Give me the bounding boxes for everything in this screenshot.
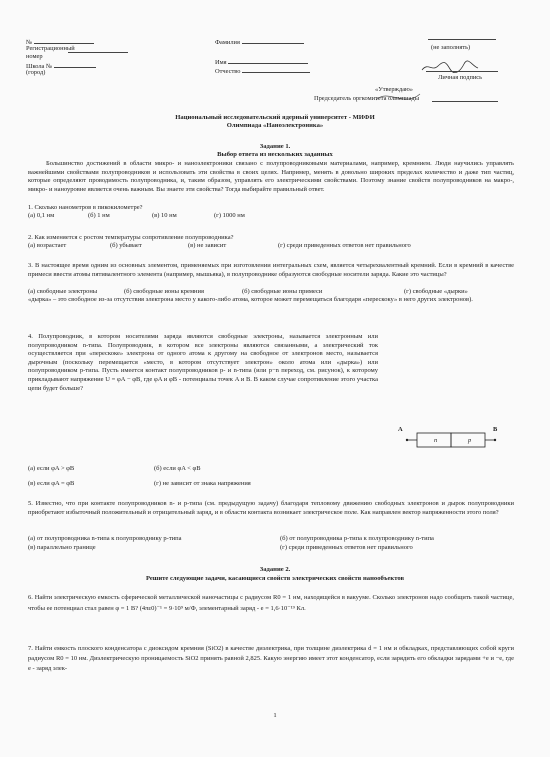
q2-option-c: (в) не зависит [188,242,227,249]
page-number: 1 [273,712,277,719]
approved-label: «Утверждаю» [375,86,413,93]
chairman-line [432,101,498,102]
q4-option-a: (а) если φA > φB [28,465,75,472]
task1-title: Задание 1. [259,143,291,150]
chairman-label [314,95,419,103]
signature-line [426,71,498,72]
q1-text: 1. Сколько нанометров в пикокилометре? [28,204,143,211]
school-line [54,61,96,68]
reg-label-2: номер [26,53,43,60]
q4-option-d: (г) не зависит от знака напряжения [154,480,251,487]
pn-junction-diagram [393,429,503,451]
reg-number-line [68,52,128,53]
diagram-cell-p: p [468,437,472,444]
q6-text: 6. Найти электрическую емкость сферической металлической наночастицы с радиусом R0 = 1 нм, находящейся в вакууме. Сколько электронов надо сообщить такой частице, чтобы ее потенциал стал равен φ = 1 В? (4πε0)⁻¹ = 9·10⁹ м/Ф, элементарный заряд - e = 1,6·10⁻¹⁹ Кл. [28,594,514,612]
q3-option-d: (г) свободные «дырки» [404,288,468,295]
q2-text: 2. Как изменяется с ростом температуры сопротивление полупроводника? [28,234,234,241]
number-line [34,37,94,44]
q5-text: 5. Известно, что при контакте полупроводников n- и p-типа (см. предыдущую задачу) благодаря тепловому движению свободных электронов и дырок полупроводники приобретают избыточный положительный и отрицательный заряд, и в области контакта возникает электрическое поле. Как направлен вектор напряженности этого поля? [28,500,514,516]
q4-option-b: (б) если φA < φB [154,465,201,472]
q5-option-d: (г) среди приведенных ответов нет правильного [280,544,413,551]
q3-option-a: (а) свободные электроны [28,288,98,295]
personal-signature-label: Личная подпись [438,74,483,81]
task1-subtitle: Выбор ответа из нескольких заданных [217,151,333,158]
chairman-text: Председатель оргкомитета олимпиады [314,95,419,102]
q3-option-c: (б) свободные ионы примеси [242,288,323,295]
q3-text: 3. В настоящее время одним из основных элементом, применяемых при изготовлении интегральных схем, является четырехвалентный кремний. Если в кремний в качестве примеси ввести атомы пятивалентного элемента (например, мышьяка), в полупроводнике образуются свободные носители заряда. Какие это частицы? [28,262,514,278]
q2-option-d: (г) среди приведенных ответов нет правильного [278,242,411,249]
patronymic-field [215,66,310,76]
q2-option-a: (а) возрастает [28,242,67,249]
city-label: (город) [26,69,46,76]
q4-text: 4. Полупроводник, в котором носителями заряда являются свободные электроны, называется электронным или полупроводником n-типа. Полупроводник, в котором все электроны являются связанными, а электрический ток осуществляется при «перескоке» электрона от одного атома к другому на свободное от электронов место, называется дырочным (поскольку перемещается «место, в котором отсутствует электрон» около атома или «дырка») или полупроводником p-типа. Пусть имеется контакт полупроводников p- и n-типа (или p−n переход, см. рисунок), к которому прикладывают напряжение U = φA − φB, где φA и φB - потенциалы точек A и B. В каком случае сопротивление этого участка цепи будет больше? [28,333,378,392]
surname-field [215,37,304,47]
q2-option-b: (б) убывает [110,242,142,249]
q3-option-b: (б) свободные ионы кремния [124,288,205,295]
name-label: Имя [215,59,227,66]
q5-option-b: (б) от полупроводника p-типа к полупроводнику n-типа [280,535,434,542]
task2-subtitle: Решите следующие задачи, касающиеся свойств электрических свойств нанообъектов [145,575,405,582]
q1-option-a: (а) 0,1 нм [28,212,55,219]
q3-note: «дырка» – это свободное из-за отсутствия электрона место у какого-либо атома, которое может перемещаться благодаря «перескоку» в него других электронов). [28,296,473,303]
q4-option-c: (в) если φA = φB [28,480,75,487]
diagram-label-b: B [493,426,498,433]
task1-intro: Большинство достижений в области микро- и наноэлектроники связано с полупроводниковыми материалами, например, кремнием. Люди научились управлять важнейшими свойствами полупроводников и использовать эти свойства в своих целях. Например, менять в довольно широких пределах количество и даже тип частиц, которые определяют проводимость полупроводника, и, таким образом, управлять его электрическими свойствами. Поэтому знание свойств полупроводников на макро-, микро- и наноуровне является очень важным. Вы знаете эти свойства? Тогда выбирайте правильный ответ. [28,160,514,193]
q7-text: 7. Найти емкость плоского конденсатора с диоксидом кремния (SiO2) в качестве диэлектрика, при толщине диэлектрика d = 1 нм и обкладках, представляющих собой круги радиусом R0 = 10 нм. Диэлектрическую проницаемость SiO2 принять равной 2,825. Какую энергию имеет этот конденсатор, если зарядить его обкладки зарядами +e и −e, где e - заряд элек- [28,645,514,672]
reg-label-1: Регистрационный [26,45,75,52]
q1-option-c: (в) 10 нм [152,212,177,219]
patronymic-line [242,66,310,73]
university-title: Национальный исследовательский ядерный университет - МИФИ [175,114,375,121]
diagram-label-a: A [398,426,403,433]
no-fill-line [428,39,496,40]
q1-option-d: (г) 1000 нм [214,212,245,219]
q1-option-b: (б) 1 нм [88,212,110,219]
task2-title: Задание 2. [259,566,291,573]
surname-line [242,37,304,44]
no-fill-label: (не заполнять) [431,44,471,51]
surname-label: Фамилия [215,39,240,46]
school-label: Школа № [26,63,53,70]
q5-option-a: (а) от полупроводника n-типа к полупроводнику p-типа [28,535,182,542]
patronymic-label: Отчество [215,68,241,75]
number-label: № [26,39,33,46]
diagram-cell-n: n [434,437,438,444]
q5-option-c: (в) параллельно границе [28,544,96,551]
name-line [228,57,308,64]
olympiad-title: Олимпиада «Нанoэлектроника» [226,122,324,129]
